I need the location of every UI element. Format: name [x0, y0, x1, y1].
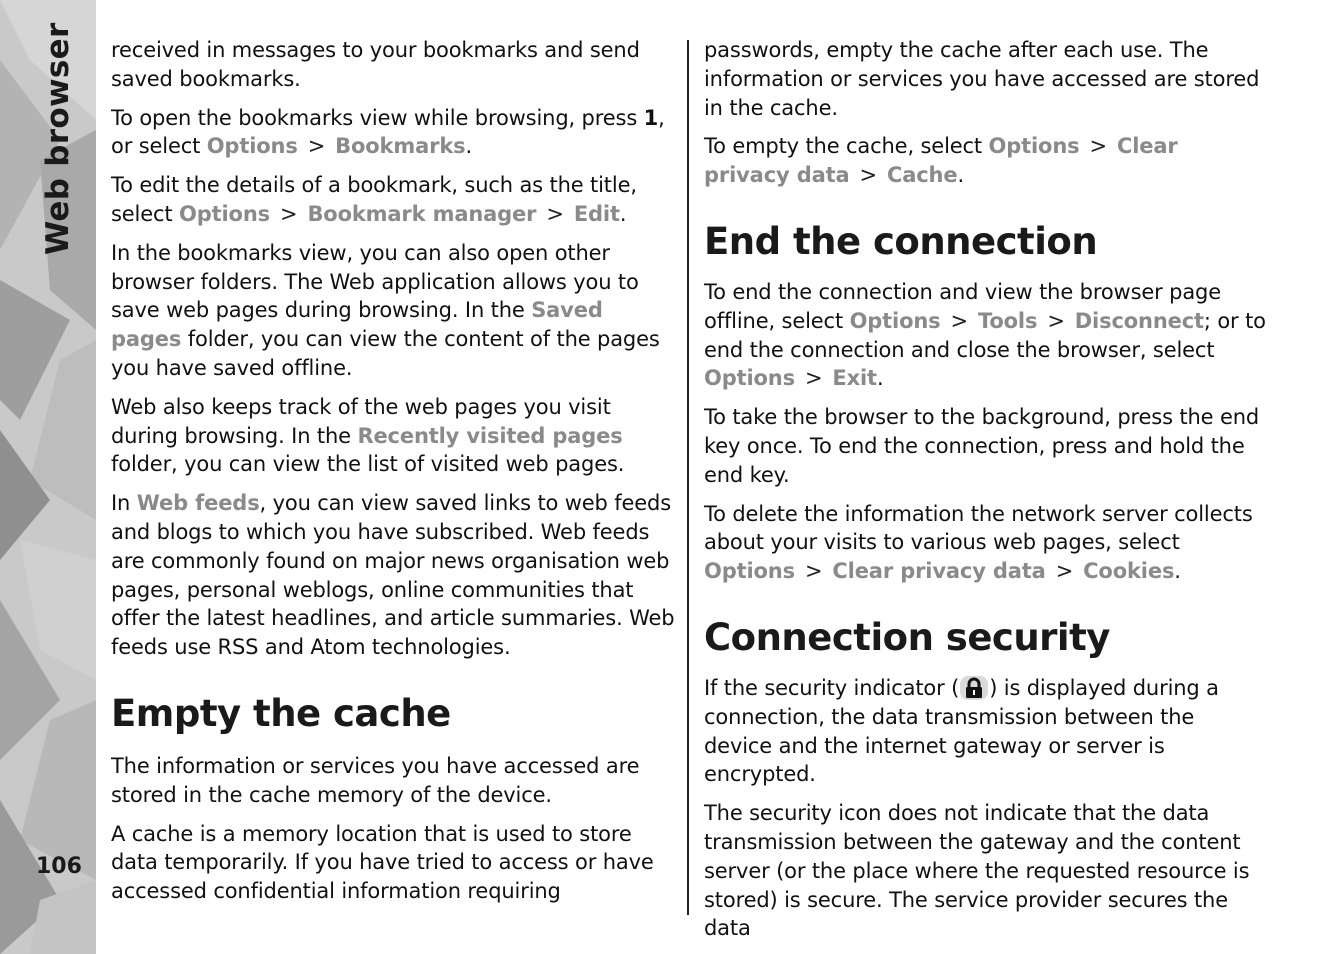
menu-path-clear-privacy-data: Clear privacy data	[704, 134, 1178, 188]
menu-path-clear-privacy-data: Clear privacy data	[832, 559, 1046, 584]
paragraph: The information or services you have accessed are stored in the cache memory of the device.	[111, 753, 640, 807]
section-title: Web browser	[40, 22, 76, 255]
menu-path-edit: Edit	[573, 201, 620, 226]
paragraph: A cache is a memory location that is used to store data temporarily. If you have tried to access or have accessed confidential information requiring	[111, 821, 654, 904]
paragraph: Web also keeps track of the web pages you visit during browsing. In the Recently visited pages folder, you can view the list of visited web pages.	[111, 394, 625, 477]
menu-path-options: Options	[704, 559, 795, 584]
menu-path-options: Options	[988, 134, 1080, 159]
folder-web-feeds: Web feeds	[136, 491, 260, 516]
paragraph: If the security indicator ( ) is displayed during a connection, the data transmission between the device and the internet gateway or server is encrypted.	[704, 675, 1219, 787]
menu-path-cookies: Cookies	[1083, 559, 1175, 584]
sidebar-band	[0, 0, 96, 954]
folder-saved-pages: Saved pages	[111, 298, 603, 352]
menu-path-exit: Exit	[832, 366, 877, 391]
menu-path-options: Options	[849, 308, 941, 333]
paragraph: The security icon does not indicate that the data transmission between the gateway and the content server (or the place where the requested resource is stored) is secure. The service provider secures the data	[704, 801, 1250, 941]
menu-path-options: Options	[179, 201, 270, 226]
right-column	[704, 36, 1268, 953]
paragraph: To end the connection and view the browser page offline, select Options > Tools > Disconnect; or to end the connection and close the browser, select Options > Exit.	[704, 279, 1266, 391]
paragraph: To edit the details of a bookmark, such as the title, select Options > Bookmark manager > Edit.	[111, 173, 637, 226]
menu-path-options: Options	[704, 366, 795, 391]
menu-path-bookmark-manager: Bookmark manager	[307, 201, 537, 226]
paragraph: received in messages to your bookmarks and send saved bookmarks.	[111, 38, 640, 91]
heading-empty-cache: Empty the cache	[111, 691, 451, 735]
lock-icon	[959, 675, 989, 701]
menu-path-cache: Cache	[886, 163, 958, 188]
menu-path-tools: Tools	[977, 308, 1038, 333]
page-number: 106	[36, 854, 82, 879]
paragraph: To empty the cache, select Options > Clear privacy data > Cache.	[704, 134, 1178, 188]
paragraph: In the bookmarks view, you can also open other browser folders. The Web application allows you to save web pages during browsing. In the Saved pages folder, you can view the content of the pages you have saved offline.	[111, 240, 660, 380]
paragraph: To open the bookmarks view while browsing, press 1, or select Options > Bookmarks.	[111, 105, 665, 159]
menu-path-options: Options	[206, 134, 298, 159]
paragraph: To delete the information the network server collects about your visits to various web pages, select Options > Clear privacy data > Cookies.	[704, 501, 1253, 584]
folder-recently-visited: Recently visited pages	[357, 423, 623, 448]
menu-path-bookmarks: Bookmarks	[335, 134, 466, 159]
left-column	[111, 36, 675, 916]
heading-end-connection: End the connection	[704, 219, 1098, 263]
paragraph: In Web feeds, you can view saved links to web feeds and blogs to which you have subscribed. Web feeds are commonly found on major news organisation web pages, personal weblogs, online communities that offer the latest headlines, and article summaries. Web feeds use RSS and Atom technologies.	[111, 491, 675, 660]
paragraph: passwords, empty the cache after each use. The information or services you have accessed are stored in the cache.	[704, 38, 1260, 120]
heading-connection-security: Connection security	[704, 615, 1110, 659]
column-divider	[687, 40, 689, 915]
paragraph: To take the browser to the background, press the end key once. To end the connection, press and hold the end key.	[704, 405, 1260, 487]
menu-path-disconnect: Disconnect	[1074, 308, 1204, 333]
